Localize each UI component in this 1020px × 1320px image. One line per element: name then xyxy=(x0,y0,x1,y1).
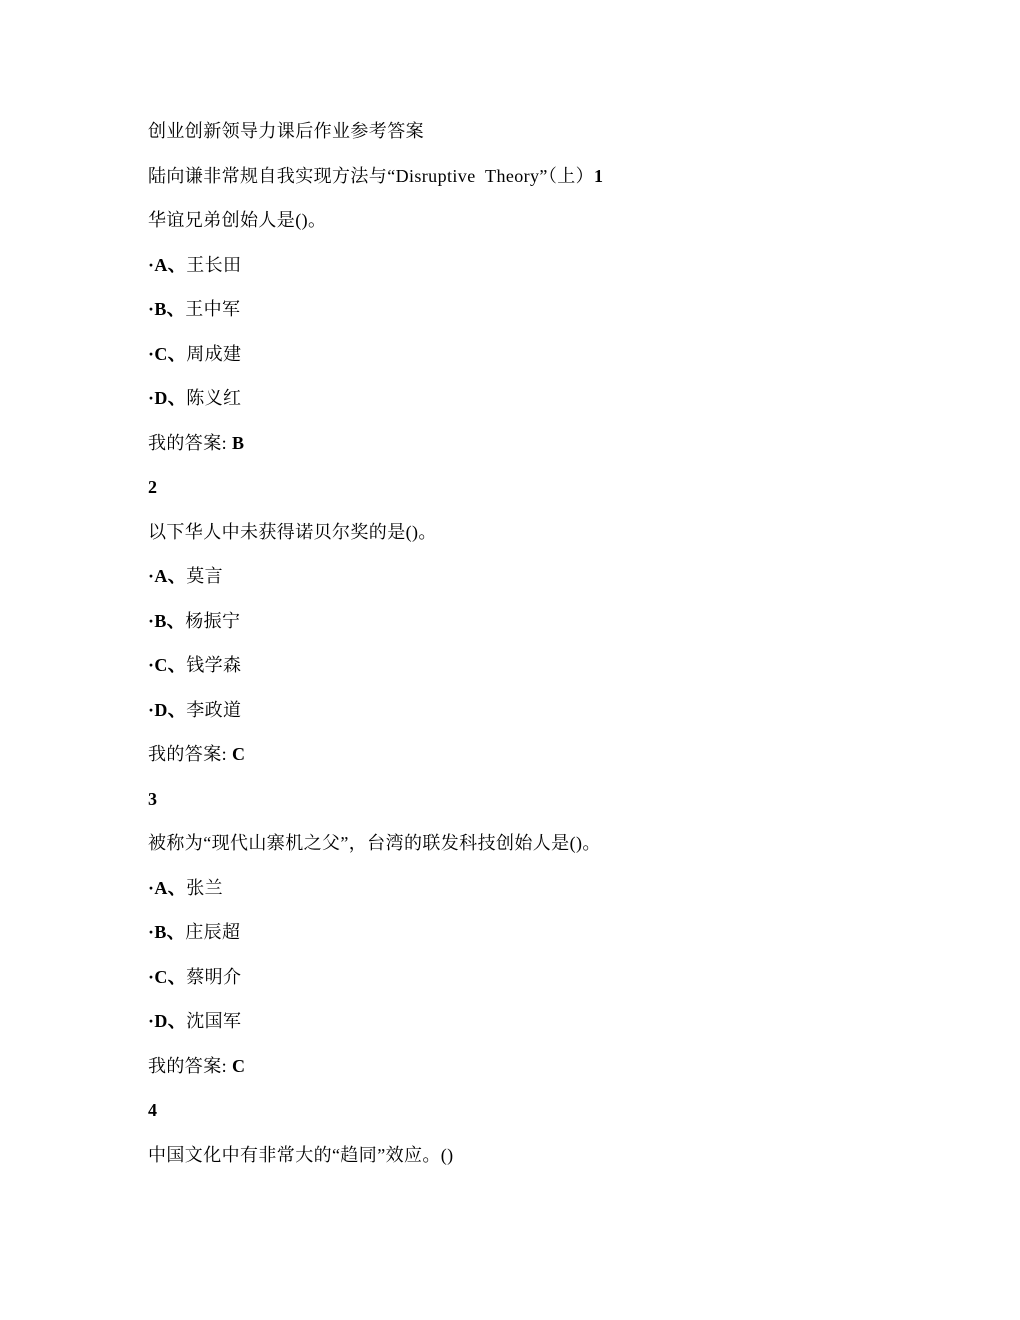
lecture-heading-text: 陆向谦非常规自我实现方法与“Disruptive Theory”（上） xyxy=(148,165,595,186)
my-answer-value: C xyxy=(232,1055,246,1076)
option-text: 蔡明介 xyxy=(186,966,242,987)
option-line xyxy=(148,701,930,719)
question-number: 2 xyxy=(148,477,158,497)
option-marker: ·B、 xyxy=(148,299,186,319)
my-answer-line xyxy=(148,745,930,763)
option-marker: ·A、 xyxy=(148,566,187,586)
option-line xyxy=(148,1012,930,1030)
option-text: 张兰 xyxy=(186,877,224,898)
my-answer-label: 我的答案: xyxy=(148,1055,228,1076)
option-marker: ·D、 xyxy=(148,1011,187,1031)
option-marker: ·B、 xyxy=(148,922,186,942)
option-text: 李政道 xyxy=(186,699,242,720)
option-text: 沈国军 xyxy=(186,1011,242,1031)
question-text: 华谊兄弟创始人是()。 xyxy=(148,210,327,230)
question-text: 以下华人中未获得诺贝尔奖的是()。 xyxy=(148,521,437,542)
option-line xyxy=(148,656,930,674)
my-answer-line xyxy=(148,434,930,452)
my-answer-line xyxy=(148,1057,930,1075)
option-text: 陈义红 xyxy=(186,388,242,408)
option-text: 王长田 xyxy=(186,254,242,275)
option-marker: ·C、 xyxy=(148,655,187,675)
option-marker: ·A、 xyxy=(148,254,187,275)
option-marker: ·B、 xyxy=(148,610,186,631)
my-answer-value: C xyxy=(232,744,246,764)
option-marker: ·C、 xyxy=(148,966,187,987)
option-text: 莫言 xyxy=(186,566,224,586)
my-answer-value: B xyxy=(232,432,245,453)
lecture-heading xyxy=(148,167,930,185)
option-line xyxy=(148,923,930,941)
question-text: 被称为“现代山寨机之父”，台湾的联发科技创始人是()。 xyxy=(148,833,601,853)
option-line xyxy=(148,256,930,274)
option-text: 钱学森 xyxy=(186,655,242,675)
question-number: 4 xyxy=(148,1100,158,1120)
my-answer-label: 我的答案: xyxy=(148,744,228,764)
option-marker: ·A、 xyxy=(148,877,187,898)
option-text: 周成建 xyxy=(186,343,242,364)
doc-title: 创业创新领导力课后作业参考答案 xyxy=(148,121,424,141)
question-number: 1 xyxy=(594,165,604,186)
option-line xyxy=(148,968,930,986)
option-marker: ·D、 xyxy=(148,699,187,720)
option-marker: ·C、 xyxy=(148,343,187,364)
question-text: 中国文化中有非常大的“趋同”效应。() xyxy=(148,1144,454,1165)
option-text: 庄辰超 xyxy=(185,922,241,942)
option-text: 王中军 xyxy=(185,299,241,319)
question-number: 3 xyxy=(148,788,158,809)
option-line xyxy=(148,612,930,630)
option-text: 杨振宁 xyxy=(185,610,241,631)
option-marker: ·D、 xyxy=(148,388,187,408)
option-line xyxy=(148,345,930,363)
option-line xyxy=(148,389,930,407)
my-answer-label: 我的答案: xyxy=(148,432,228,453)
option-line xyxy=(148,879,930,897)
option-line xyxy=(148,567,930,585)
option-line xyxy=(148,300,930,318)
